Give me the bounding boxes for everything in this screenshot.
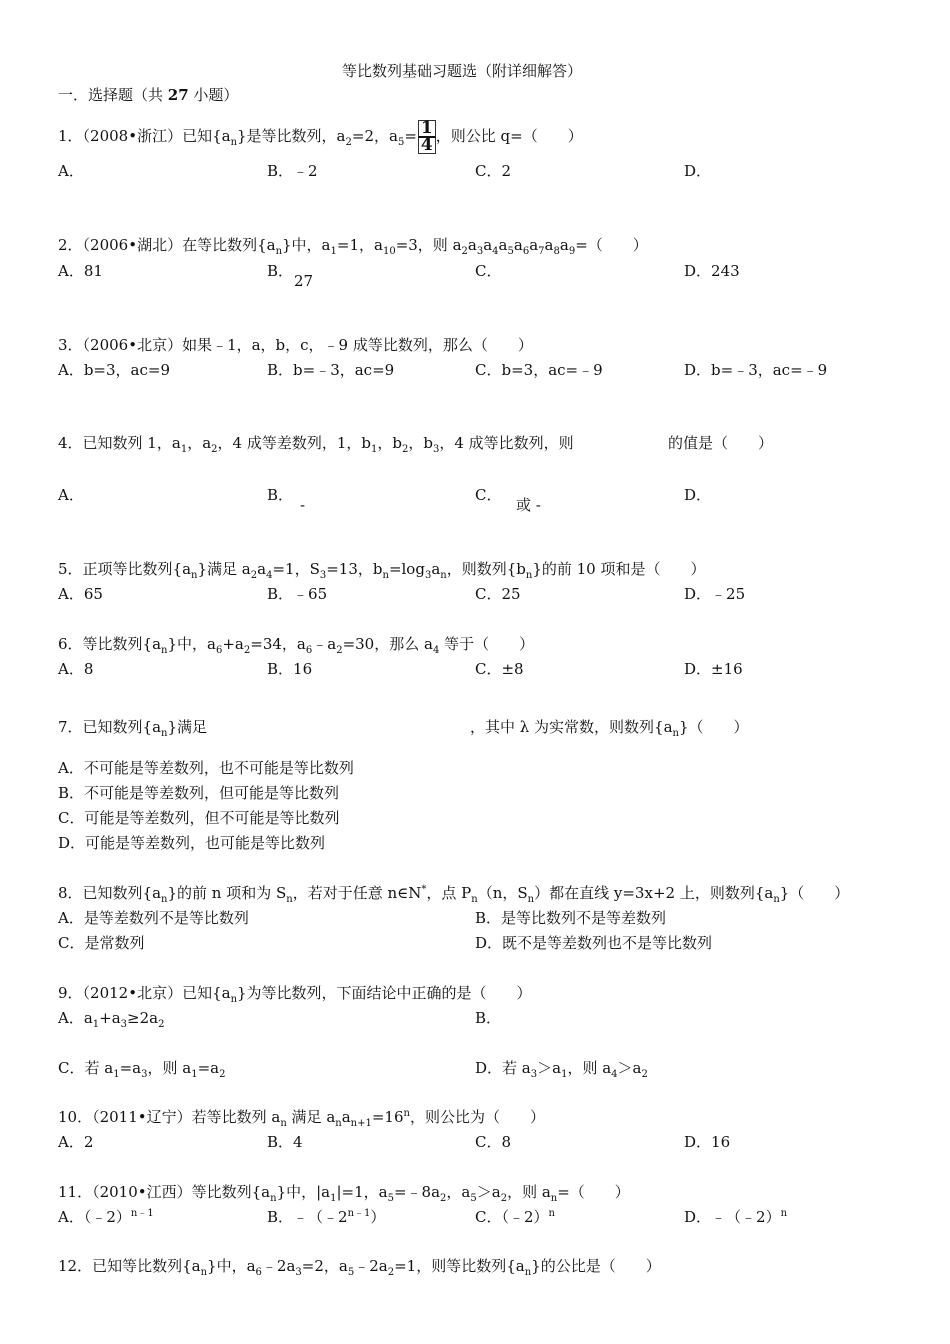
question-10-option-d[interactable]: D．16 <box>684 1133 731 1151</box>
question-9-option-b[interactable]: B． <box>475 1009 502 1027</box>
question-8-option-c[interactable]: C．是常数列 <box>58 934 145 952</box>
question-2-option-a[interactable]: A．81 <box>58 262 103 280</box>
section-prefix: 一．选择题（共 <box>58 86 168 104</box>
question-11-option-a[interactable]: A．（﹣2）$^{n﹣1}$ <box>58 1208 154 1226</box>
question-2-stem: 2．（2006•湖北）在等比数列$\{a_n\}$中，$a_1=1$，$a_{10}=3$，则 $a_2a_3a_4a_5a_6a_7a_8a_9=$（ ） <box>58 236 648 257</box>
question-7-stem-end: ，其中 λ 为实常数，则数列$\{a_n\}$（ ） <box>470 718 749 739</box>
question-9-option-d[interactable]: D．若 $a_3>a_1$，则 $a_4>a_2$ <box>475 1059 648 1080</box>
question-10-option-c[interactable]: C．8 <box>475 1133 512 1151</box>
question-1-option-b[interactable]: B．﹣2 <box>267 162 318 180</box>
question-4-option-c-value: 或 - <box>516 496 541 514</box>
question-6-option-b[interactable]: B．16 <box>267 660 313 678</box>
fraction-one-quarter: $\frac{1}{4}$ <box>418 120 436 154</box>
question-4-option-d[interactable]: D． <box>684 486 712 504</box>
question-7-option-b[interactable]: B．不可能是等差数列，但可能是等比数列 <box>58 784 340 802</box>
section-suffix: 小题） <box>188 86 239 104</box>
question-11-option-b[interactable]: B．$﹣(﹣2^{n﹣1})$ <box>267 1208 386 1226</box>
question-7-option-d[interactable]: D．可能是等差数列，也可能是等比数列 <box>58 834 326 852</box>
question-2-option-b[interactable]: B． <box>267 262 294 280</box>
question-4-option-c[interactable]: C． <box>475 486 502 504</box>
question-10-option-a[interactable]: A．2 <box>58 1133 94 1151</box>
question-2-option-c[interactable]: C． <box>475 262 502 280</box>
question-6-stem: 6．等比数列$\{a_n\}$中，$a_6+a_2=34$，$a_6﹣a_2=30$，那么 $a_4$ 等于（ ） <box>58 635 535 656</box>
question-3-option-b[interactable]: B．b=﹣3，ac=9 <box>267 361 395 379</box>
question-7-option-c[interactable]: C．可能是等差数列，但不可能是等比数列 <box>58 809 340 827</box>
document-title: 等比数列基础习题选（附详细解答） <box>342 62 583 80</box>
question-10-stem: 10．（2011•辽宁）若等比数列 $a_n$ 满足 $a_na_{n+1}=16^n$，则公比为（ ） <box>58 1108 545 1129</box>
question-7-stem: 7．已知数列$\{a_n\}$满足 <box>58 718 208 739</box>
question-7-option-a[interactable]: A．不可能是等差数列，也不可能是等比数列 <box>58 759 354 777</box>
question-6-option-c[interactable]: C．±8 <box>475 660 524 678</box>
question-11-option-d[interactable]: D．﹣（﹣2）$^n$ <box>684 1208 788 1226</box>
question-3-option-a[interactable]: A．b=3，ac=9 <box>58 361 171 379</box>
section-heading <box>58 86 238 104</box>
question-1-stem: 1．（2008•浙江）已知$\{a_n\}$是等比数列，$a_2=2$，$a_5=$ $\frac{1}{4}$ ，则公比 q=（ ） <box>58 118 583 155</box>
question-count: 27 <box>167 86 189 104</box>
question-4-stem: 4．已知数列 1，$a_1$，$a_2$，4 成等差数列，1，$b_1$，$b_2$，$b_3$，4 成等比数列，则 <box>58 434 574 455</box>
question-10-option-b[interactable]: B．4 <box>267 1133 303 1151</box>
question-5-option-b[interactable]: B．﹣65 <box>267 585 328 603</box>
question-4-stem-end: 的值是（ ） <box>668 434 774 452</box>
question-4-option-a[interactable]: A． <box>58 486 84 504</box>
question-9-option-a[interactable]: A．$a_1+a_3\ge 2a_2$ <box>58 1009 165 1030</box>
question-8-option-a[interactable]: A．是等差数列不是等比数列 <box>58 909 249 927</box>
question-6-option-a[interactable]: A．8 <box>58 660 94 678</box>
question-4-option-b[interactable]: B． <box>267 486 294 504</box>
question-1-option-d[interactable]: D． <box>684 162 712 180</box>
question-2-option-d[interactable]: D．243 <box>684 262 740 280</box>
question-12-stem: 12．已知等比数列$\{a_n\}$中，$a_6﹣2a_3=2$，$a_5﹣2a_2=1$，则等比数列$\{a_n\}$的公比是（ ） <box>58 1257 661 1278</box>
question-11-option-c[interactable]: C．（﹣2）$^n$ <box>475 1208 555 1226</box>
question-3-option-d[interactable]: D．b=﹣3，ac=﹣9 <box>684 361 828 379</box>
question-1-option-a[interactable]: A． <box>58 162 84 180</box>
question-8-stem: 8．已知数列$\{a_n\}$的前 n 项和为 $S_n$，若对于任意 n∈N*，点 $P_n(n$，$S_n$）都在直线 y=3x+2 上，则数列$\{a_n\}$（ ） <box>58 884 850 905</box>
question-8-option-b[interactable]: B．是等比数列不是等差数列 <box>475 909 667 927</box>
question-4-option-b-value: - <box>300 496 306 514</box>
question-8-option-d[interactable]: D．既不是等差数列也不是等比数列 <box>475 934 713 952</box>
question-5-option-d[interactable]: D．﹣25 <box>684 585 746 603</box>
question-3-stem: 3．（2006•北京）如果﹣1，a，b，c，﹣9 成等比数列，那么（ ） <box>58 336 533 354</box>
question-9-stem: 9．（2012•北京）已知$\{a_n\}$为等比数列，下面结论中正确的是（ ） <box>58 984 532 1005</box>
question-3-option-c[interactable]: C．b=3，ac=﹣9 <box>475 361 603 379</box>
question-6-option-d[interactable]: D．±16 <box>684 660 743 678</box>
question-2-option-b-value: 27 <box>294 272 314 290</box>
question-5-option-a[interactable]: A．65 <box>58 585 103 603</box>
question-11-stem: 11．（2010•江西）等比数列$\{a_n\}$中，$|a_1|=1$，$a_5=﹣8a_2$，$a_5>a_2$，则 $a_n=$（ ） <box>58 1183 630 1204</box>
question-5-option-c[interactable]: C．25 <box>475 585 521 603</box>
question-1-option-c[interactable]: C．2 <box>475 162 512 180</box>
question-9-option-c[interactable]: C．若 $a_1=a_3$，则 $a_1=a_2$ <box>58 1059 226 1080</box>
question-5-stem: 5．正项等比数列$\{a_n\}$满足 $a_2a_4=1$，$S_3=13$，$b_n=\log_3a_n$，则数列$\{b_n\}$的前 10 项和是（ ） <box>58 560 706 581</box>
